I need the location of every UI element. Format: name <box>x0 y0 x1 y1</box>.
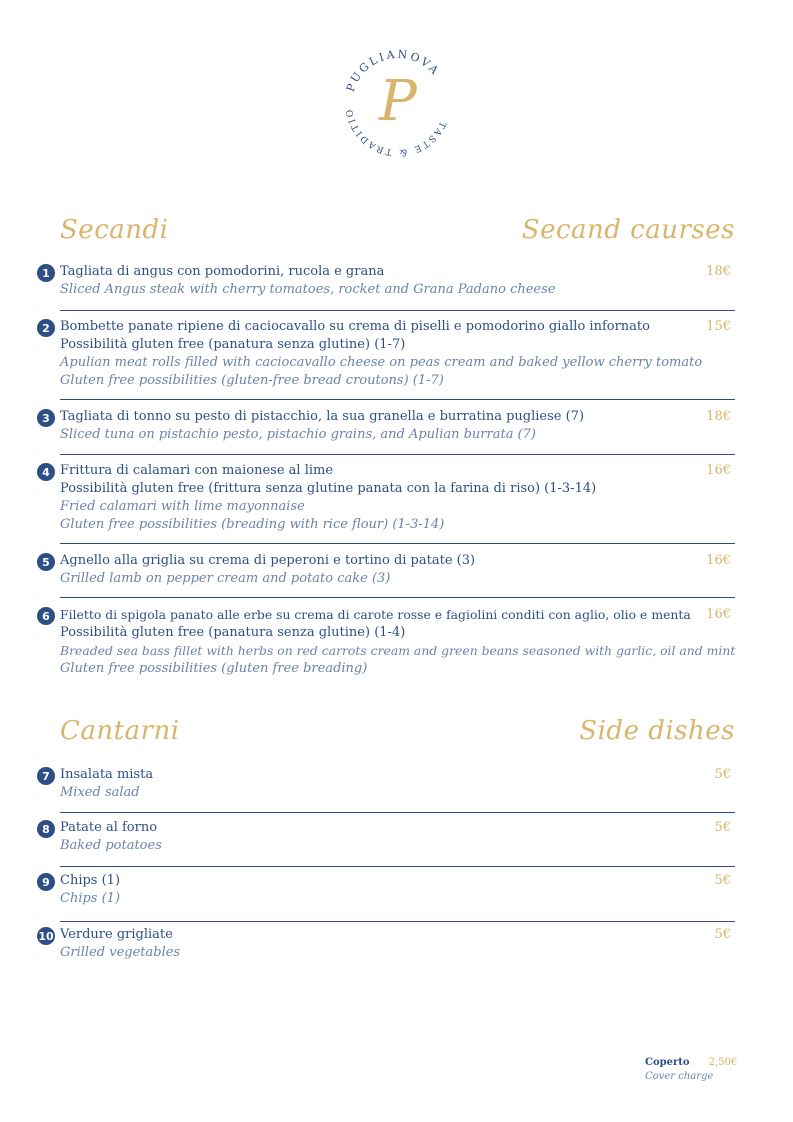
item-number-badge: 3 <box>37 409 55 427</box>
cover-charge-price: 2,50€ <box>708 1057 738 1068</box>
item-number-badge: 1 <box>37 264 55 282</box>
item-number-badge: 5 <box>37 553 55 571</box>
item-price: 5€ <box>714 820 731 835</box>
item-name-it: Insalata mista <box>60 767 154 782</box>
item-name-en: Sliced Angus steak with cherry tomatoes, rocket and Grana Padano cheese <box>60 282 556 297</box>
item-name-en: Fried calamari with lime mayonnaise <box>60 499 305 514</box>
item-name-it: Filetto di spigola panato alle erbe su crema di carote rosse e fagiolini conditi con aglio, olio e menta <box>60 607 691 622</box>
cover-charge-sub: Cover charge <box>645 1071 714 1082</box>
menu-item <box>37 462 731 534</box>
item-number-badge: 2 <box>37 319 55 337</box>
section-title-it: Secandi <box>60 215 169 245</box>
divider <box>60 812 735 813</box>
item-gluten-free-en: Gluten free possibilities (gluten-free bread croutons) (1-7) <box>60 373 444 388</box>
divider <box>60 454 735 455</box>
item-name-en: Apulian meat rolls filled with caciocavallo cheese on peas cream and baked yellow cherry tomato <box>60 355 703 370</box>
divider <box>60 597 735 598</box>
item-price: 16€ <box>706 553 731 568</box>
item-name-it: Verdure grigliate <box>60 927 173 942</box>
item-gluten-free-it: Possibilità gluten free (frittura senza glutine panata con la farina di riso) (1-3-14) <box>60 481 597 496</box>
item-price: 16€ <box>706 607 731 622</box>
item-number-badge: 6 <box>37 607 55 625</box>
divider <box>60 866 735 867</box>
menu-item <box>37 819 731 855</box>
item-price: 16€ <box>706 463 731 478</box>
item-name-en: Chips (1) <box>60 891 121 906</box>
item-price: 5€ <box>714 767 731 782</box>
item-number-badge: 7 <box>37 767 55 785</box>
item-price: 18€ <box>706 409 731 424</box>
menu-item <box>37 318 731 390</box>
menu-item <box>37 552 731 588</box>
cover-charge-label: Coperto <box>645 1057 690 1068</box>
divider <box>60 543 735 544</box>
item-name-it: Tagliata di angus con pomodorini, rucola e grana <box>60 264 385 279</box>
divider <box>60 399 735 400</box>
item-number-badge: 8 <box>37 820 55 838</box>
section-title-en: Side dishes <box>579 716 735 746</box>
section-title-it: Cantarni <box>60 716 180 746</box>
item-name-en: Grilled lamb on pepper cream and potato cake (3) <box>60 571 391 586</box>
item-name-it: Agnello alla griglia su crema di peperoni e tortino di patate (3) <box>60 553 476 568</box>
section-header-contorni <box>60 716 735 752</box>
item-gluten-free-it: Possibilità gluten free (panatura senza glutine) (1-4) <box>60 625 406 640</box>
item-number-badge: 10 <box>37 927 55 945</box>
item-price: 5€ <box>714 873 731 888</box>
item-gluten-free-en: Gluten free possibilities (breading with rice flour) (1-3-14) <box>60 517 445 532</box>
menu-item <box>37 926 731 962</box>
logo-ring-text: PUGLIANOVA <box>343 47 443 94</box>
divider <box>60 921 735 922</box>
puglianova-logo <box>336 42 460 166</box>
item-number-badge: 9 <box>37 873 55 891</box>
item-name-en: Baked potatoes <box>60 838 162 853</box>
menu-item <box>37 408 731 444</box>
logo-letter: P <box>379 69 417 134</box>
menu-item <box>37 606 736 678</box>
cover-charge <box>645 1050 737 1082</box>
menu-item <box>37 766 731 802</box>
item-price: 5€ <box>714 927 731 942</box>
item-name-en: Grilled vegetables <box>60 945 181 960</box>
item-name-it: Chips (1) <box>60 873 121 888</box>
item-gluten-free-it: Possibilità gluten free (panatura senza glutine) (1-7) <box>60 337 406 352</box>
item-name-it: Patate al forno <box>60 820 158 835</box>
menu-item <box>37 263 731 299</box>
section-title-en: Secand caurses <box>521 215 735 245</box>
section-header-secondi <box>60 215 735 251</box>
item-price: 15€ <box>706 319 731 334</box>
item-gluten-free-en: Gluten free possibilities (gluten free breading) <box>60 661 368 676</box>
divider <box>60 310 735 311</box>
item-name-en: Mixed salad <box>60 785 140 800</box>
item-name-en: Breaded sea bass fillet with herbs on red carrots cream and green beans seasoned with garlic, oil and mint <box>60 643 736 658</box>
menu-item <box>37 872 731 908</box>
item-name-it: Bombette panate ripiene di caciocavallo su crema di piselli e pomodorino giallo infornato <box>60 319 650 334</box>
item-name-en: Sliced tuna on pistachio pesto, pistachio grains, and Apulian burrata (7) <box>60 427 537 442</box>
item-number-badge: 4 <box>37 463 55 481</box>
item-name-it: Tagliata di tonno su pesto di pistacchio, la sua granella e burratina pugliese (7) <box>60 409 585 424</box>
item-price: 18€ <box>706 264 731 279</box>
logo-tagline-text: TASTE & TRADITIO <box>344 106 448 158</box>
item-name-it: Frittura di calamari con maionese al lime <box>60 463 334 478</box>
